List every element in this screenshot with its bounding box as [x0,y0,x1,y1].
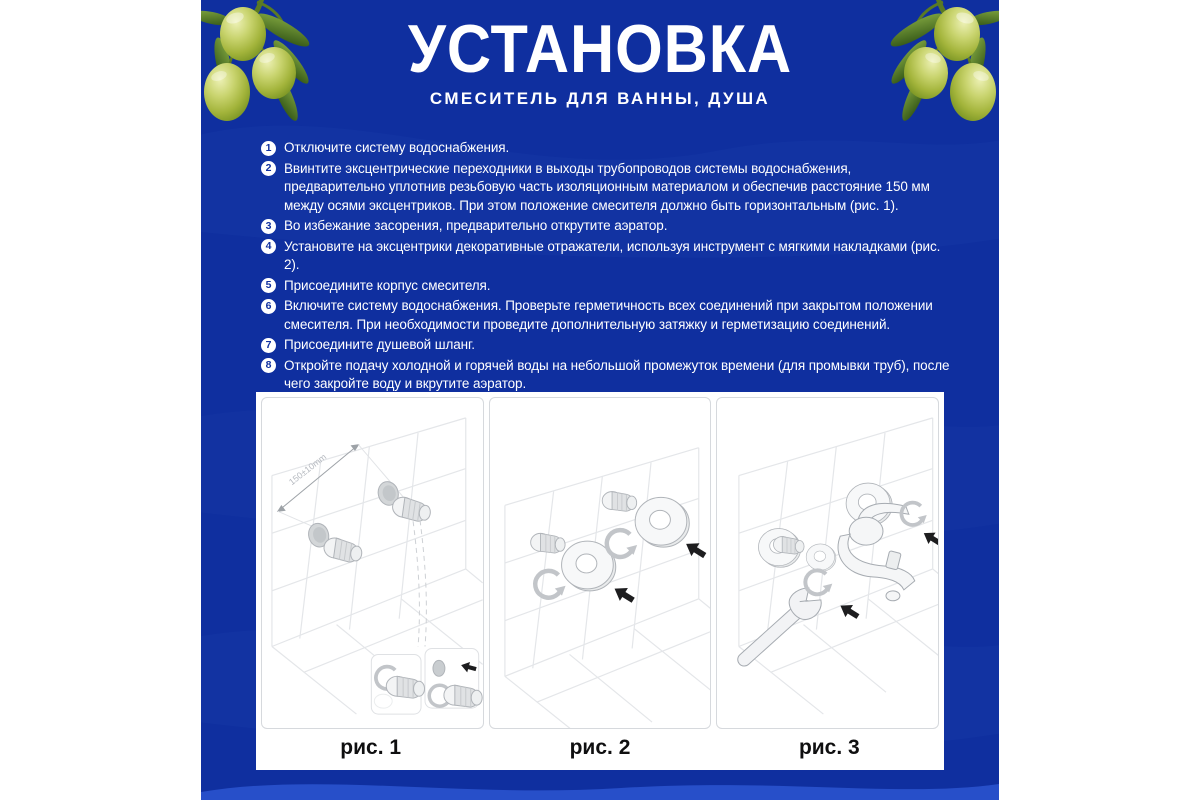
figure-2-drawing [490,398,711,728]
step-number-badge: 3 [261,219,276,234]
page-title: УСТАНОВКА [407,11,793,87]
step-text: Установите на эксцентрики декоративные отражатели, используя инструмент с мягкими накладками (рис. 2). [284,238,941,272]
installation-poster [201,0,999,800]
dimension-label: 150±10mm [286,451,329,488]
adjustable-wrench-icon [729,583,826,675]
header [201,11,999,109]
step-item-4 [261,238,953,275]
step-number-badge: 1 [261,141,276,156]
eccentric-adapter-icon [391,496,432,523]
step-text: Присоедините душевой шланг. [284,337,475,352]
step-item-5 [261,277,953,296]
rotate-arrow-icon [535,571,565,598]
page-subtitle: СМЕСИТЕЛЬ ДЛЯ ВАННЫ, ДУША [429,89,771,109]
step-item-8 [261,357,953,394]
step-item-6 [261,297,953,334]
figure-3-panel [716,397,939,729]
figure-2-caption: рис. 2 [569,736,631,759]
eccentric-adapter-icon [322,537,363,564]
step-text: Включите систему водоснабжения. Проверьте герметичность всех соединений при закрытом положении смесителя. При необходимости проведите дополнительную затяжку и герметизацию соединений. [284,298,933,332]
tiled-wall-grid [739,418,938,714]
rotate-arrow-icon [806,570,833,594]
step-number-badge: 6 [261,299,276,314]
step-number-badge: 7 [261,338,276,353]
escutcheon-ring-icon [807,544,837,571]
step-text: Ввинтите эксцентрические переходники в выходы трубопроводов системы водоснабжения, предварительно уплотнив резьбовую часть изоляционным материалом и обеспечив расстояние 150 мм между осями эксцентриков. При этом положение смесителя должно быть горизонтальным (рис. 1). [284,160,930,213]
eccentric-adapter-icon [602,492,636,512]
step-item-3 [261,217,953,236]
figure-1-drawing [262,398,483,728]
gasket-disc-icon [433,660,445,676]
step-item-2 [261,160,953,216]
installation-steps-list [261,139,953,416]
step-number-badge: 2 [261,161,276,176]
step-text: Отключите систему водоснабжения. [284,140,510,155]
direction-arrow-icon [837,600,862,623]
step-number-badge: 8 [261,358,276,373]
figure-row [256,392,944,729]
figure-1-caption: рис. 1 [340,736,402,759]
eccentric-adapter-icon [774,537,805,554]
step-number-badge: 4 [261,239,276,254]
figure-captions [256,729,944,767]
step-text: Присоедините корпус смесителя. [284,277,491,293]
detail-inset [371,648,482,714]
direction-arrow-icon [610,582,637,607]
figure-2-panel [489,397,712,729]
direction-arrow-icon [682,537,709,562]
figure-3-caption: рис. 3 [798,736,860,759]
step-text: Откройте подачу холодной и горячей воды на небольшой промежуток времени (для промывки труб), после чего закройте воду и вкрутите аэратор. [284,357,950,391]
step-text: Во избежание засорения, предварительно открутите аэратор. [284,218,668,233]
figure-1-panel [261,397,484,729]
figure-3-drawing [717,398,938,728]
figures-panel [256,392,944,770]
eccentric-adapter-icon [530,533,564,553]
step-item-7 [261,336,953,355]
step-item-1 [261,139,953,158]
direction-arrow-icon [921,527,938,549]
rotate-arrow-icon [606,530,636,557]
step-number-badge: 5 [261,278,276,293]
